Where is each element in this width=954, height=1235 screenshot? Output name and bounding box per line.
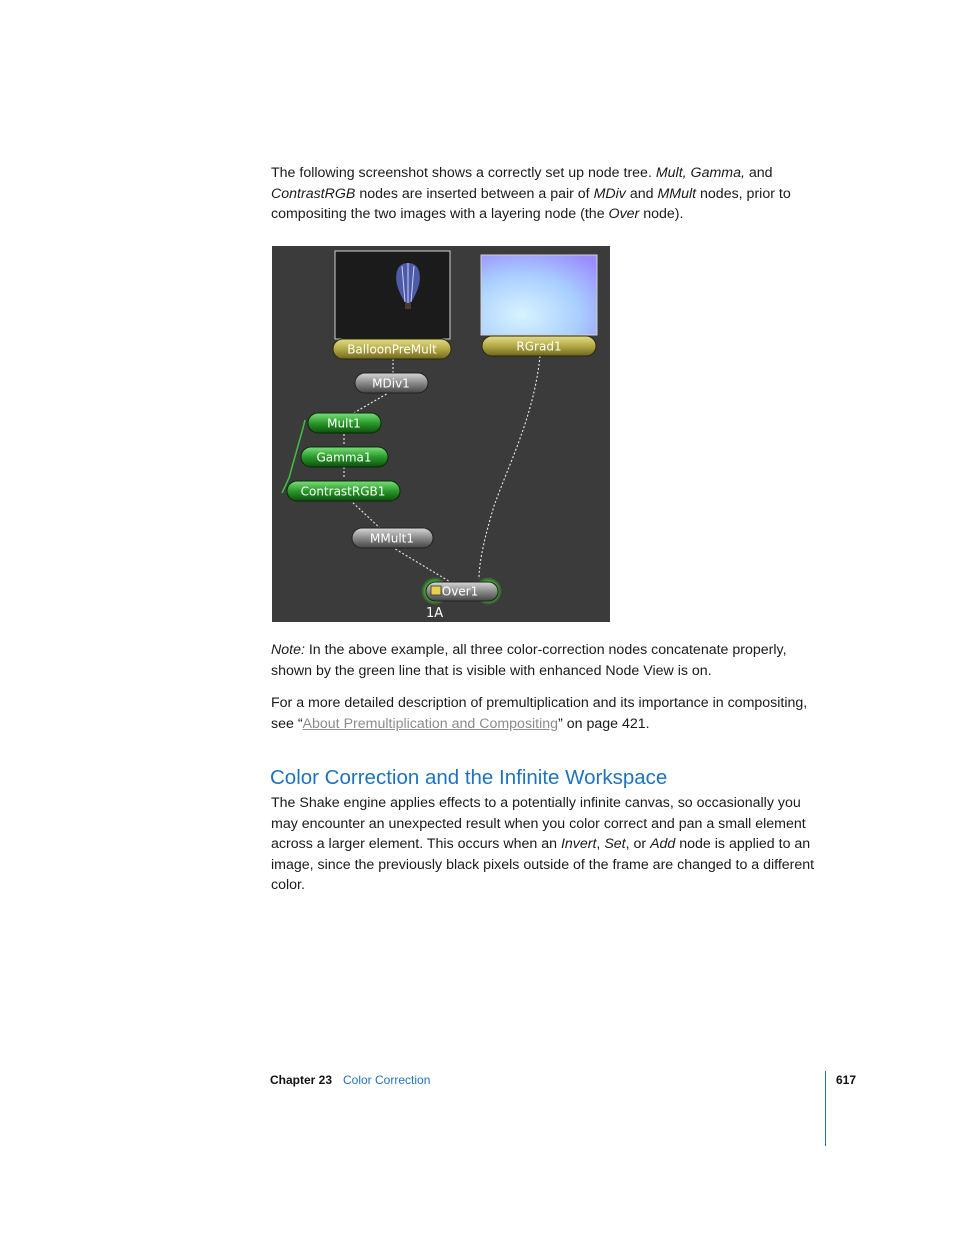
section-text: The Shake engine applies effects to a potentially infinite canvas, so occasionally you may encounter an unexpected result when you color correct and pan a small element across a larger element. This occurs when an — [271, 795, 806, 852]
note-paragraph — [271, 640, 831, 681]
node-mdiv[interactable] — [355, 373, 428, 393]
note-text: In the above example, all three color-correction nodes concatenate properly, shown by the green line that is visible with enhanced Node View is on. — [271, 642, 787, 679]
footer-divider — [825, 1071, 826, 1146]
node-label: Mult1 — [327, 416, 361, 431]
intro-text: and — [625, 185, 658, 202]
rgrad-thumbnail — [481, 255, 597, 335]
node-label: MMult1 — [370, 531, 414, 546]
intro-term: ContrastRGB — [271, 185, 356, 202]
premult-paragraph — [271, 693, 831, 734]
premultiplication-link[interactable]: About Premultiplication and Compositing — [302, 715, 559, 732]
premult-text: For a more detailed description of premultiplication and its importance in compositing, see “ — [271, 695, 808, 732]
node-balloonpremult[interactable] — [333, 339, 451, 359]
intro-paragraph — [271, 163, 831, 225]
footer-section-link[interactable]: Color Correction — [343, 1073, 431, 1087]
node-label: Gamma1 — [316, 450, 372, 465]
section-term: Add — [650, 836, 676, 852]
node-label: RGrad1 — [516, 339, 562, 354]
footer-chapter: Chapter 23 — [270, 1073, 333, 1087]
intro-text: The following screenshot shows a correctly set up node tree. — [271, 165, 656, 181]
balloon-thumbnail — [335, 251, 450, 339]
node-rgrad[interactable] — [482, 336, 596, 356]
section-term: Invert — [560, 836, 597, 852]
section-text: , — [596, 836, 605, 852]
section-text: , or — [625, 836, 651, 852]
intro-term: Mult, Gamma, — [655, 165, 745, 181]
section-heading: Color Correction and the Infinite Workspace — [270, 766, 668, 789]
section-term: Set — [604, 836, 626, 852]
intro-term: MDiv — [593, 185, 626, 202]
node-gamma[interactable] — [301, 447, 388, 467]
node-label: ContrastRGB1 — [300, 484, 386, 499]
note-label: Note: — [271, 642, 305, 658]
intro-text: and — [744, 165, 773, 181]
viewer-icon — [431, 586, 441, 595]
node-label: BalloonPreMult — [347, 342, 437, 357]
node-mult[interactable] — [308, 413, 381, 433]
node-label: MDiv1 — [372, 376, 410, 391]
viewer-label: 1A — [426, 606, 444, 621]
node-tree-canvas — [272, 246, 610, 622]
intro-text: nodes, prior to compositing the two images with a layering node (the — [271, 185, 791, 222]
node-over[interactable] — [421, 577, 502, 605]
node-tree-screenshot — [272, 246, 610, 622]
page-number: 617 — [836, 1073, 857, 1087]
section-text: node is applied to an image, since the previously black pixels outside of the frame are changed to a different color. — [271, 836, 815, 893]
intro-term: Over — [608, 206, 640, 222]
premult-text: ” on page 421. — [558, 715, 650, 732]
node-label: Over1 — [441, 584, 479, 599]
intro-term: MMult — [657, 185, 697, 202]
intro-text: node). — [639, 206, 684, 222]
node-contrastrgb[interactable] — [287, 481, 400, 501]
section-body — [271, 793, 831, 896]
intro-text: nodes are inserted between a pair of — [355, 185, 594, 202]
node-mmult[interactable] — [352, 528, 433, 548]
